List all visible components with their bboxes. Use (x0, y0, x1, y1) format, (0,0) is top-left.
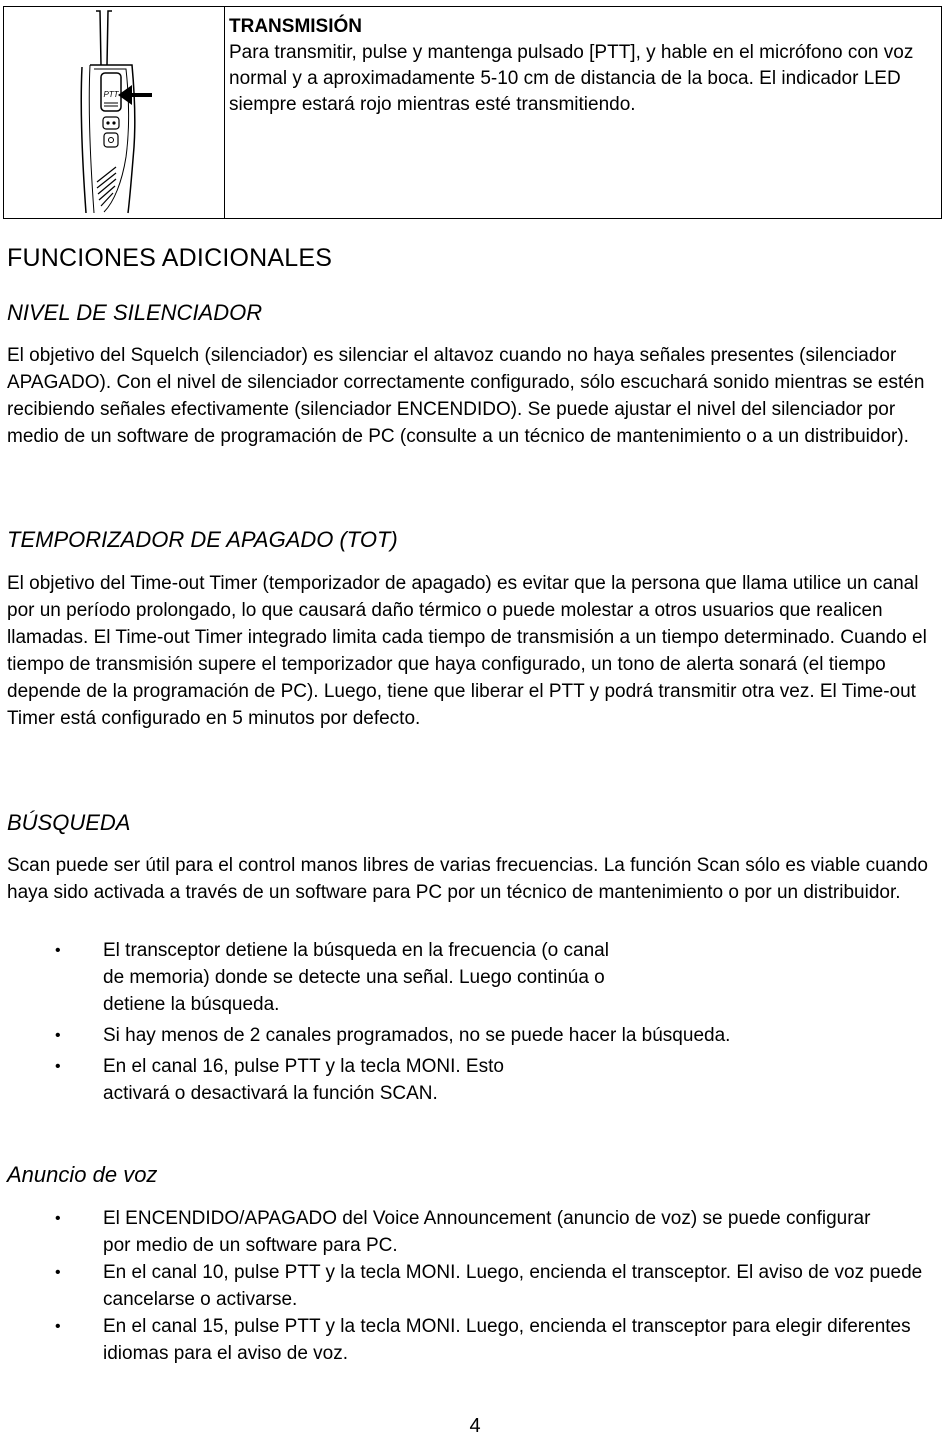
voice-bullet-item (7, 1259, 942, 1313)
bullet-symbol: • (55, 942, 61, 959)
voice-bullet-item (7, 1205, 942, 1259)
squelch-paragraph: El objetivo del Squelch (silenciador) es silenciar el altavoz cuando no haya señales presentes (silenciador APAGADO). Con el nivel de silenciador correctamente configurado, sólo escuchará sonido mientras se estén recibiendo señales efectivamente (silenciador ENCENDIDO). Se puede ajustar el nivel del silenciador por medio de un software de programación de PC (consulte a un técnico de mantenimiento o a un distribuidor). (7, 345, 925, 447)
radio-illustration-cell (4, 7, 225, 218)
squelch-heading: NIVEL DE SILENCIADOR (7, 300, 263, 325)
ptt-label: PTT (103, 90, 119, 99)
bullet-symbol: • (55, 1058, 61, 1075)
scan-bullet-list (7, 937, 942, 1107)
bullet-symbol: • (55, 1264, 61, 1281)
tot-paragraph: El objetivo del Time-out Timer (temporizador de apagado) es evitar que la persona que llama utilice un canal por un período prolongado, lo que causará daño térmico o puede molestar a otros usuarios que realicen llamadas. El Time-out Timer integrado limita cada tiempo de transmisión a un tiempo determinado. Cuando el tiempo de transmisión supere el temporizador que haya configurado, un tono de alerta sonará (el tiempo depende de la programación de PC). Luego, tiene que liberar el PTT y podrá transmitir otra vez. El Time-out Timer está configurado en 5 minutos por defecto. (7, 573, 927, 729)
scan-bullet-item (7, 1053, 942, 1107)
voice-bullet-text: En el canal 10, pulse PTT y la tecla MONI. Luego, encienda el transceptor. El aviso de voz puede cancelarse o activarse. (103, 1262, 923, 1310)
bullet-symbol: • (55, 1027, 61, 1044)
bullet-symbol: • (55, 1318, 61, 1335)
transmission-box (3, 6, 942, 219)
bullet-symbol: • (55, 1210, 61, 1227)
scan-heading: BÚSQUEDA (7, 810, 131, 835)
voice-bullet-text: El ENCENDIDO/APAGADO del Voice Announcement (anuncio de voz) se puede configurar por medio de un software para PC. (103, 1208, 871, 1256)
radio-side-illustration (4, 7, 224, 219)
transmission-title: TRANSMISIÓN (229, 16, 362, 37)
scan-bullet-text: El transceptor detiene la búsqueda en la frecuencia (o canal de memoria) donde se detecte una señal. Luego continúa o detiene la búsqueda. (103, 940, 609, 1015)
voice-bullet-list (7, 1205, 942, 1367)
scan-bullet-item (7, 1022, 942, 1049)
scan-paragraph: Scan puede ser útil para el control manos libres de varias frecuencias. La función Scan sólo es viable cuando haya sido activada a través de un software para PC por un técnico de mantenimiento o por un distribuidor. (7, 855, 928, 903)
transmission-text (225, 7, 941, 218)
voice-heading: Anuncio de voz (7, 1162, 158, 1187)
tot-heading: TEMPORIZADOR DE APAGADO (TOT) (7, 527, 398, 552)
page-number: 4 (469, 1415, 481, 1437)
scan-bullet-text: Si hay menos de 2 canales programados, no se puede hacer la búsqueda. (103, 1025, 731, 1046)
transmission-body: Para transmitir, pulse y mantenga pulsado [PTT], y hable en el micrófono con voz normal y a aproximadamente 5-10 cm de distancia de la boca. El indicador LED siempre estará rojo mientras esté transmitiendo. (229, 42, 914, 115)
voice-bullet-item (7, 1313, 942, 1367)
scan-bullet-text: En el canal 16, pulse PTT y la tecla MONI. Esto activará o desactivará la función SCAN. (103, 1056, 504, 1104)
voice-bullet-text: En el canal 15, pulse PTT y la tecla MONI. Luego, encienda el transceptor para elegir diferentes idiomas para el aviso de voz. (103, 1316, 911, 1364)
scan-bullet-item (7, 937, 942, 1018)
main-heading: FUNCIONES ADICIONALES (7, 244, 333, 272)
